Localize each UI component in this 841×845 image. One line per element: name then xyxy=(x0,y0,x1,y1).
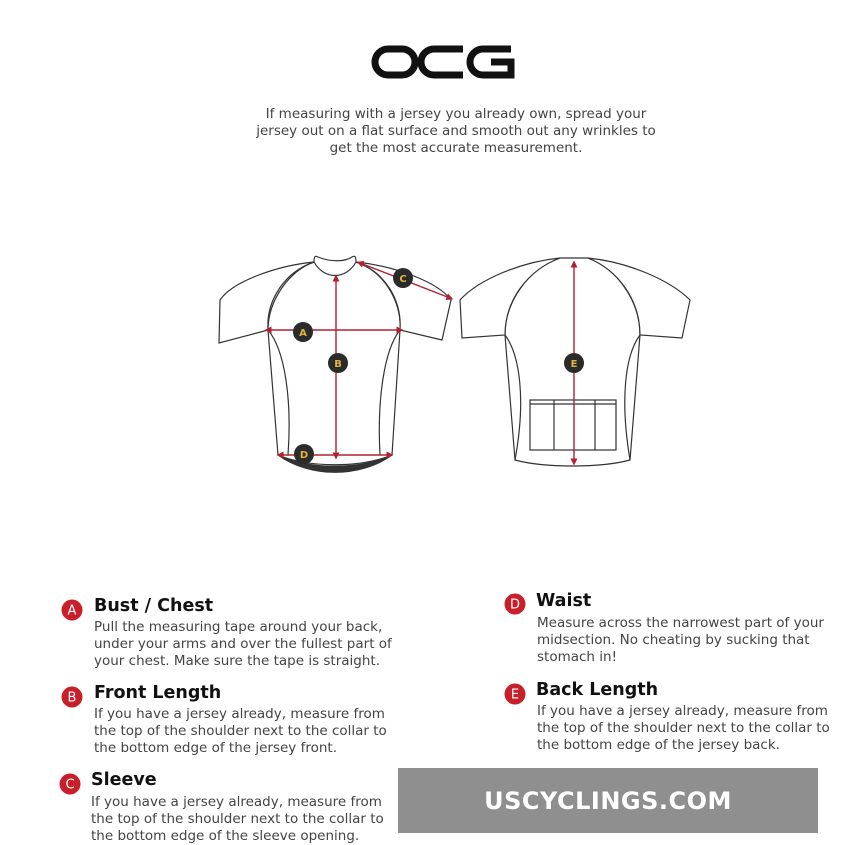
svg-text:D: D xyxy=(299,450,309,461)
sleeve-text xyxy=(91,794,384,845)
back-length-text xyxy=(537,703,830,754)
marker-d-icon xyxy=(504,593,526,615)
back-length-title: Back Length xyxy=(536,680,659,700)
text-line: the bottom edge of the jersey front. xyxy=(94,740,337,756)
bust-chest-text xyxy=(94,619,392,670)
watermark-banner: USCYCLINGS.COM xyxy=(398,768,818,833)
text-line: Pull the measuring tape around your back, xyxy=(94,619,383,635)
diagram-marker-c xyxy=(393,268,413,288)
svg-text:A: A xyxy=(299,328,307,339)
text-line: the bottom edge of the jersey back. xyxy=(537,737,780,753)
svg-text:C: C xyxy=(399,274,407,285)
diagram-marker-d xyxy=(294,444,314,464)
ocg-logo xyxy=(371,42,516,82)
waist-title: Waist xyxy=(536,591,592,611)
diagram-marker-e xyxy=(564,353,584,373)
text-line: the top of the shoulder next to the collar to xyxy=(91,811,384,827)
intro-line: get the most accurate measurement. xyxy=(329,140,583,156)
marker-c-icon xyxy=(59,773,81,795)
text-line: under your arms and over the fullest part of xyxy=(94,636,392,652)
text-line: the top of the shoulder next to the collar to xyxy=(94,723,387,739)
svg-text:C: C xyxy=(65,777,75,793)
text-line: If you have a jersey already, measure from xyxy=(91,794,382,810)
svg-text:B: B xyxy=(67,690,77,706)
text-line: Measure across the narrowest part of your xyxy=(537,615,824,631)
sleeve-title: Sleeve xyxy=(91,770,157,790)
svg-text:D: D xyxy=(509,597,521,613)
svg-text:E: E xyxy=(570,359,578,370)
text-line: the bottom edge of the sleeve opening. xyxy=(91,828,360,844)
text-line: your chest. Make sure the tape is straight. xyxy=(94,653,380,669)
marker-b-icon xyxy=(61,686,83,708)
text-line: If you have a jersey already, measure from xyxy=(537,703,828,719)
intro-line: jersey out on a flat surface and smooth out any wrinkles to xyxy=(256,123,656,139)
text-line: If you have a jersey already, measure from xyxy=(94,706,385,722)
front-length-title: Front Length xyxy=(94,683,222,703)
intro-text xyxy=(200,106,712,157)
waist-text xyxy=(537,615,824,666)
svg-text:A: A xyxy=(67,603,77,619)
text-line: stomach in! xyxy=(537,649,617,665)
marker-a-icon xyxy=(61,599,83,621)
marker-e-icon xyxy=(504,683,526,705)
front-length-text xyxy=(94,706,387,757)
diagram-marker-a xyxy=(293,322,313,342)
jersey-measurement-diagram xyxy=(0,240,841,490)
bust-chest-title: Bust / Chest xyxy=(94,596,214,616)
diagram-marker-b xyxy=(328,353,348,373)
intro-line: If measuring with a jersey you already own, spread your xyxy=(265,106,647,122)
svg-text:E: E xyxy=(510,687,520,703)
text-line: the top of the shoulder next to the collar to xyxy=(537,720,830,736)
svg-text:B: B xyxy=(334,359,342,370)
text-line: midsection. No cheating by sucking that xyxy=(537,632,810,648)
